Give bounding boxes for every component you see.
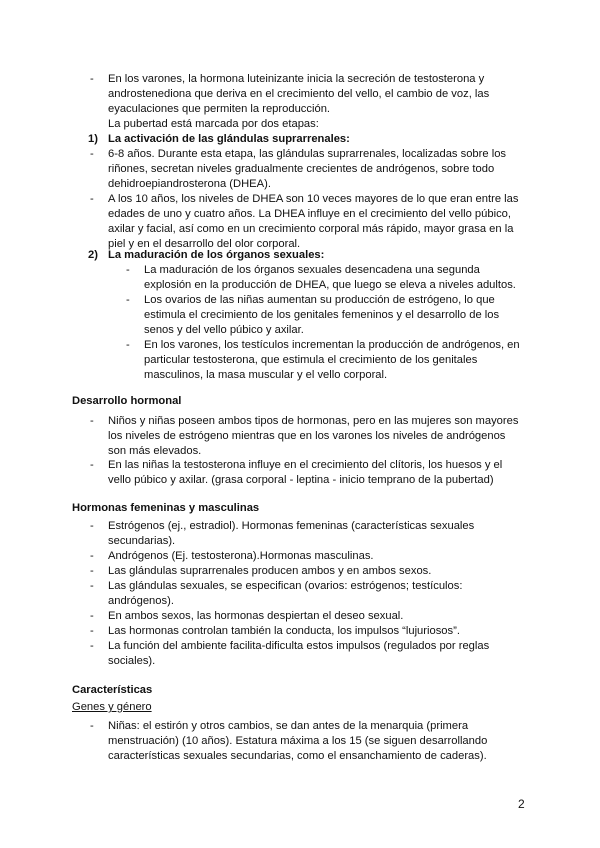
bullet-dash: - xyxy=(90,415,94,427)
bullet-dash: - xyxy=(126,339,130,351)
bullet-dash: - xyxy=(90,625,94,637)
list-item-text: Las hormonas controlan también la conducta, los impulsos “lujuriosos”. xyxy=(108,625,460,637)
list-item-text: Niños y niñas poseen ambos tipos de hormonas, pero en las mujeres son mayores los niveles de estrógeno mientras que en los varones los niveles de andrógenos son más elevados. xyxy=(108,415,519,457)
list-item-text: 6-8 años. Durante esta etapa, las glándulas suprarrenales, localizadas sobre los riñones, secretan niveles gradualmente crecientes de andrógenos, sobre todo dehidroepiandrosterona (DHEA). xyxy=(108,148,507,190)
list-item-text: En los varones, la hormona luteinizante inicia la secreción de testosterona y androstenediona que deriva en el crecimiento del vello, el cambio de voz, las eyaculaciones que permiten la reproducción. xyxy=(108,73,490,115)
list-item-text: Estrógenos (ej., estradiol). Hormonas femeninas (características sexuales secundarias). xyxy=(108,520,475,547)
bullet-dash: - xyxy=(90,520,94,532)
stage-number: 2) xyxy=(88,249,98,261)
bullet-dash: - xyxy=(90,193,94,205)
bullet-dash: - xyxy=(90,148,94,160)
bullet-dash: - xyxy=(90,580,94,592)
list-item-text: La función del ambiente facilita-dificulta estos impulsos (regulados por reglas sociales). xyxy=(108,640,490,667)
list-item-text: En los varones, los testículos incrementan la producción de andrógenos, en particular testosterona, que estimula el crecimiento de los genitales masculinos, la masa muscular y el vello corporal. xyxy=(144,339,520,381)
bullet-dash: - xyxy=(126,294,130,306)
bullet-dash: - xyxy=(90,550,94,562)
bullet-dash: - xyxy=(126,264,130,276)
stages-intro-note: La pubertad está marcada por dos etapas: xyxy=(108,118,319,130)
bullet-dash: - xyxy=(90,640,94,652)
section-heading: Hormonas femeninas y masculinas xyxy=(72,502,260,514)
bullet-dash: - xyxy=(90,459,94,471)
bullet-dash: - xyxy=(90,610,94,622)
bullet-dash: - xyxy=(90,565,94,577)
list-item-text: La maduración de los órganos sexuales desencadena una segunda explosión en la producción de DHEA, que luego se eleva a niveles adultos. xyxy=(144,264,516,291)
stage-title: La maduración de los órganos sexuales: xyxy=(108,249,325,261)
list-item-text: Andrógenos (Ej. testosterona).Hormonas masculinas. xyxy=(108,550,374,562)
section-heading: Características xyxy=(72,684,153,696)
list-item-text: Niñas: el estirón y otros cambios, se dan antes de la menarquia (primera menstruación) (10 años). Estatura máxima a los 15 (se siguen desarrollando características sexuales secundarias, como el ensanchamiento de caderas). xyxy=(108,720,488,762)
bullet-dash: - xyxy=(90,720,94,732)
list-item-text: A los 10 años, los niveles de DHEA son 10 veces mayores de lo que eran entre las edades de uno y cuatro años. La DHEA influye en el crecimiento del vello púbico, axilar y facial, así como en un crecimiento corporal más rápido, mayor grasa en la piel y en el desarrollo del olor corporal. xyxy=(108,193,519,250)
section-heading: Desarrollo hormonal xyxy=(72,395,182,407)
list-item-text: Las glándulas suprarrenales producen ambos y en ambos sexos. xyxy=(108,565,432,577)
subsection-heading: Genes y género xyxy=(72,701,152,713)
stage-title: La activación de las glándulas suprarrenales: xyxy=(108,133,350,145)
list-item-text: Los ovarios de las niñas aumentan su producción de estrógeno, lo que estimula el crecimiento de los genitales femeninos y el desarrollo de los senos y del vello púbico y axilar. xyxy=(144,294,500,336)
page-number: 2 xyxy=(518,797,525,811)
list-item-text: En ambos sexos, las hormonas despiertan el deseo sexual. xyxy=(108,610,404,622)
stage-number: 1) xyxy=(88,133,98,145)
list-item-text: Las glándulas sexuales, se especifican (ovarios: estrógenos; testículos: andrógenos). xyxy=(108,580,463,607)
list-item-text: En las niñas la testosterona influye en el crecimiento del clítoris, los huesos y el vello púbico y axilar. (grasa corporal - leptina - inicio temprano de la pubertad) xyxy=(108,459,503,486)
bullet-dash: - xyxy=(90,73,94,85)
